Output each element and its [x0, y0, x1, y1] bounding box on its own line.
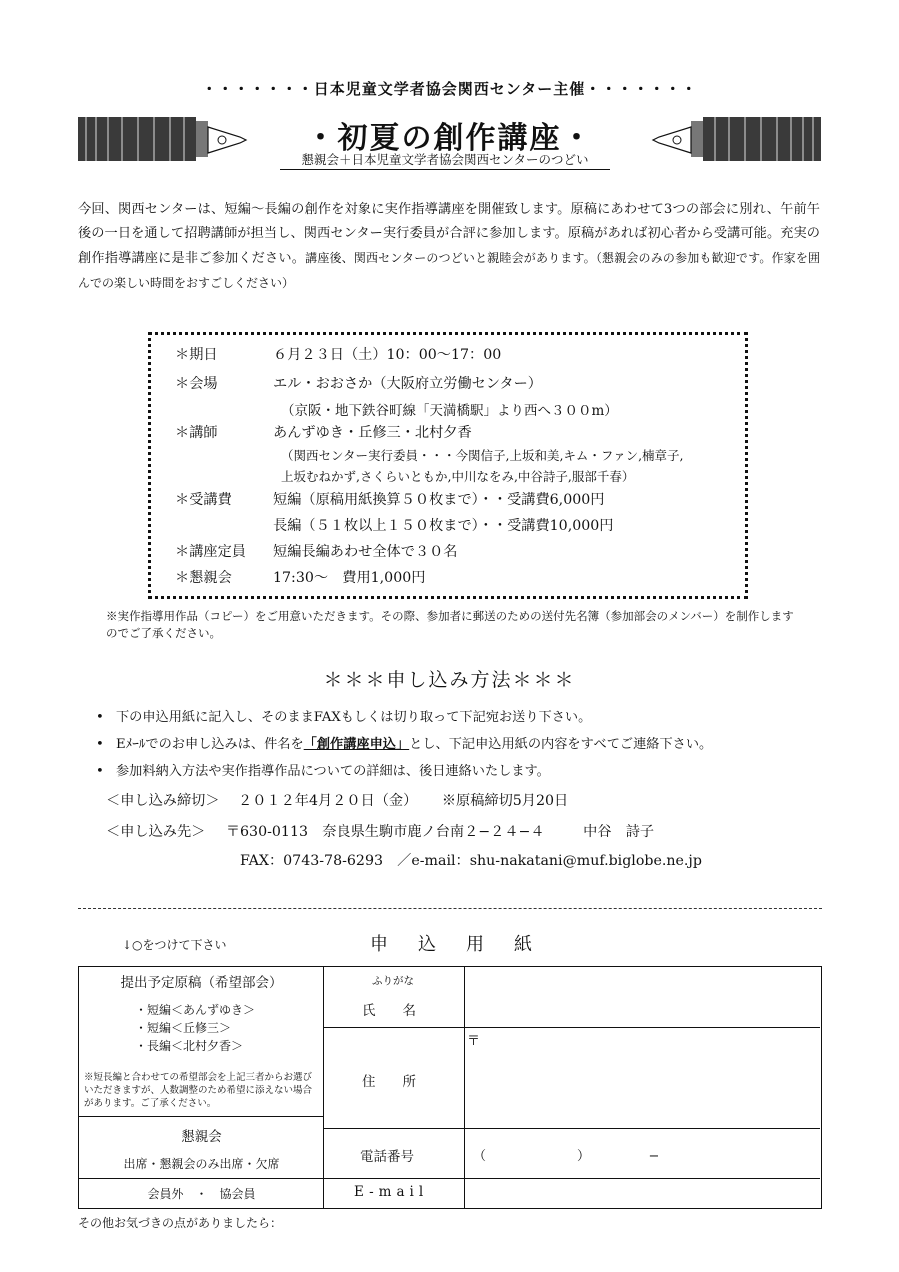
- committee-members-1: （関西センター実行委員・・・今関信子,上坂和美,キム・ファン,楠章子,: [281, 448, 684, 463]
- fee-label: ＊受講費: [175, 492, 232, 508]
- bullet-email: [94, 731, 712, 758]
- name-label-cell: [324, 967, 465, 1028]
- address-input[interactable]: [465, 1028, 820, 1129]
- bullet-details: • 参加料納入方法や実作指導作品についての詳細は、後日連絡いたします。: [94, 758, 712, 785]
- lecturer-label: ＊講師: [175, 425, 218, 441]
- application-form: [78, 966, 822, 1209]
- member-options[interactable]: 会員外 ・ 協会員: [147, 1187, 256, 1201]
- name-label: 氏 名: [362, 1003, 416, 1019]
- committee-members-2: 上坂むねかず,さくらいともか,中川なをみ,中谷詩子,服部千春）: [281, 469, 635, 484]
- other-comments-label: その他お気づきの点がありましたら：: [78, 1216, 283, 1230]
- fax-email-line: FAX：0743-78-6293 ／e-mail：shu-nakatani@muf.biglobe.ne.jp: [240, 853, 702, 869]
- date-value: ６月２３日（土）10：00〜17：00: [273, 347, 502, 363]
- organizer-line: ・・・・・・・日本児童文学者協会関西センター主催・・・・・・・: [201, 80, 698, 98]
- cut-line: [78, 908, 822, 909]
- lecturer-value: あんずゆき・丘修三・北村夕香: [273, 425, 472, 441]
- destination-line: [106, 821, 654, 841]
- name-input[interactable]: [465, 967, 820, 1028]
- destination-address: 〒630-0113 奈良県生駒市鹿ノ台南２−２４−４: [225, 824, 545, 840]
- page-title: ・初夏の創作講座・: [305, 121, 594, 156]
- manuscript-deadline-note: ※原稿締切5月20日: [441, 793, 569, 809]
- phone-label: 電話番号: [360, 1149, 414, 1165]
- email-input[interactable]: [465, 1179, 820, 1208]
- fee-long: 長編（５１枚以上１５０枚まで）・・受講費10,000円: [273, 518, 614, 534]
- party-label: ＊懇親会: [175, 570, 232, 586]
- form-title: 申込用紙: [370, 934, 562, 955]
- phone-input[interactable]: [465, 1129, 820, 1179]
- event-info-box: [148, 332, 748, 599]
- destination-name: 中谷 詩子: [583, 824, 655, 840]
- option-oka[interactable]: ・短編＜丘修三＞: [135, 1021, 232, 1035]
- bullet-email-pre: Eﾒｰﾙでのお申し込みは、件名を: [116, 737, 304, 752]
- deadline-label: ＜申し込み締切＞: [106, 793, 220, 809]
- capacity-label: ＊講座定員: [175, 544, 246, 560]
- manuscript-copy-note: ※実作指導用作品（コピー）をご用意いただきます。その際、参加者に郵送のための送付先名簿（参加部会のメンバー）を制作しますのでご了承ください。: [106, 609, 794, 640]
- intro-paragraph: [78, 198, 820, 296]
- furigana-label: ふりがな: [372, 975, 414, 987]
- deadline-line: [106, 790, 568, 810]
- venue-access: （京阪・地下鉄谷町線「天満橋駅」より西へ３００m）: [281, 403, 618, 419]
- manuscript-cell: [79, 967, 324, 1117]
- phone-label-cell: [324, 1129, 465, 1179]
- party-options[interactable]: 出席・懇親会のみ出席・欠席: [123, 1157, 280, 1171]
- fountain-pen-right-icon: [651, 115, 821, 165]
- method-title: ＊＊＊申し込み方法＊＊＊: [323, 669, 576, 691]
- manuscript-note: ※短長編と合わせての希望部会を上記三者からお選びいただきますが、人数調整のため希望に添えない場合があります。ご了承ください。: [84, 1072, 313, 1109]
- email-label: E-mail: [354, 1184, 429, 1200]
- address-label-cell: [324, 1028, 465, 1129]
- bullet-email-post: とし、下記申込用紙の内容をすべてご連絡下さい。: [409, 737, 713, 752]
- member-cell: [79, 1179, 324, 1208]
- address-label: 住 所: [362, 1074, 416, 1090]
- intro-main-text: 今回、関西センターは、短編〜長編の創作を対象に実作指導講座を開催致します。原稿にあわせて3つの部会に別れ、午前午後の一日を通して招聘講師が担当し、関西センター実行委員が合評に参加します。原稿があれば初心者から受講可能。充実の創作指導講座に是非ご参加ください。: [78, 202, 820, 266]
- deadline-value: ２０１２年4月２０日（金）: [238, 793, 418, 809]
- capacity-value: 短編長編あわせ全体で３０名: [273, 544, 458, 560]
- venue-label: ＊会場: [175, 376, 218, 392]
- subject-emphasis: 「創作講座申込」: [303, 737, 410, 752]
- option-kitamura[interactable]: ・長編＜北村夕香＞: [135, 1039, 244, 1053]
- method-bullets: [94, 704, 712, 785]
- manuscript-heading: 提出予定原稿（希望部会）: [120, 975, 283, 991]
- party-heading: 懇親会: [181, 1129, 222, 1145]
- fee-short: 短編（原稿用紙換算５０枚まで）・・受講費6,000円: [273, 492, 605, 508]
- circle-instruction: ↓○をつけて下さい: [122, 938, 227, 952]
- option-anzu[interactable]: ・短編＜あんずゆき＞: [135, 1003, 256, 1017]
- venue-value: エル・おおさか（大阪府立労働センター）: [273, 376, 542, 392]
- page-subtitle: 懇親会＋日本児童文学者協会関西センターのつどい: [280, 150, 610, 170]
- party-value: 17:30〜 費用1,000円: [273, 570, 426, 586]
- manuscript-options: [135, 1001, 255, 1055]
- destination-label: ＜申し込み先＞: [106, 824, 206, 840]
- postal-mark: 〒: [467, 1034, 481, 1049]
- intro-small-text: 講座後、関西センターのつどいと親睦会があります。（懇親会のみの参加も歓迎です。作家を囲んでの楽しい時間をおすごしください）: [78, 251, 821, 290]
- party-cell: [79, 1117, 324, 1179]
- phone-template: （ ） −: [473, 1149, 660, 1164]
- bullet-fax: • 下の申込用紙に記入し、そのままFAXもしくは切り取って下記宛お送り下さい。: [94, 704, 712, 731]
- date-label: ＊期日: [175, 347, 218, 363]
- email-label-cell: [324, 1179, 465, 1208]
